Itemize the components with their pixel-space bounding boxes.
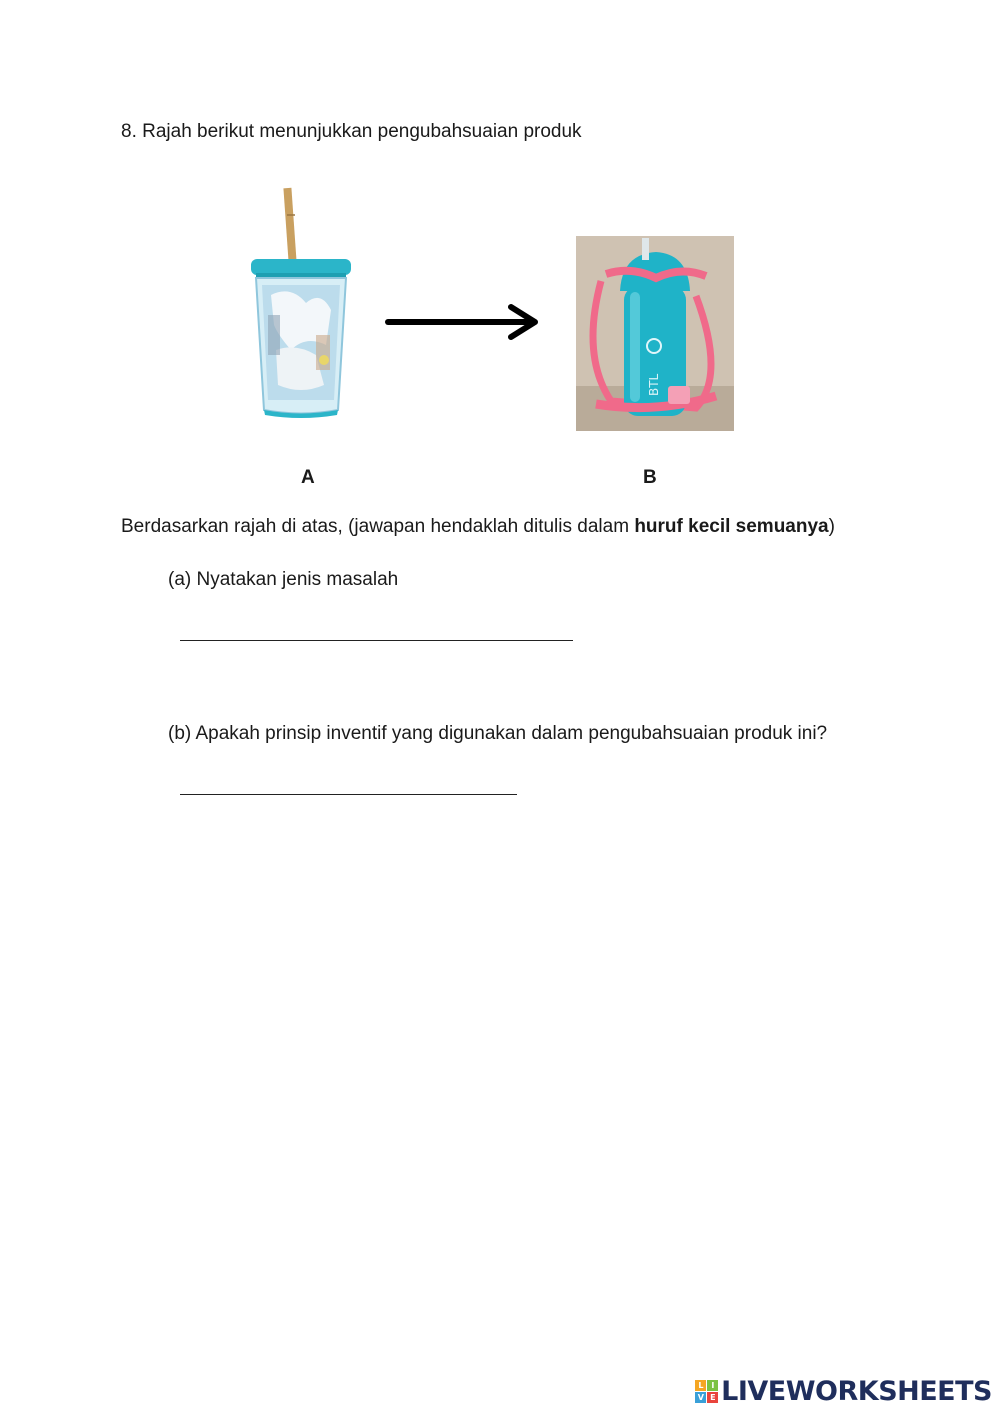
liveworksheets-logo-icon: L I V E — [695, 1380, 718, 1403]
part-b-question: (b) Apakah prinsip inventif yang digunakan dalam pengubahsuaian produk ini? — [168, 723, 828, 744]
instruction-prefix: Berdasarkan rajah di atas, (jawapan hendaklah ditulis dalam — [121, 516, 635, 537]
tumbler-cup-with-straw-icon — [246, 185, 356, 420]
water-bottle-with-strap-icon — [576, 236, 734, 431]
instruction-bold: huruf kecil semuanya — [634, 516, 829, 537]
arrow — [385, 302, 545, 342]
liveworksheets-logo — [695, 1376, 992, 1407]
instruction-text — [121, 516, 835, 538]
logo-text: LIVEWORKSHEETS — [721, 1376, 992, 1407]
question-title: 8. Rajah berikut menunjukkan pengubahsuaian produk — [121, 121, 582, 142]
label-b: B — [643, 467, 657, 488]
image-b — [576, 236, 734, 431]
part-a-answer-field[interactable] — [180, 614, 573, 641]
label-a: A — [301, 467, 315, 488]
right-arrow-icon — [385, 302, 545, 342]
instruction-suffix: ) — [828, 516, 835, 537]
svg-text:BTL: BTL — [647, 373, 661, 396]
part-a-question: (a) Nyatakan jenis masalah — [168, 569, 399, 590]
image-a — [246, 185, 356, 420]
part-b-answer-field[interactable] — [180, 768, 517, 795]
